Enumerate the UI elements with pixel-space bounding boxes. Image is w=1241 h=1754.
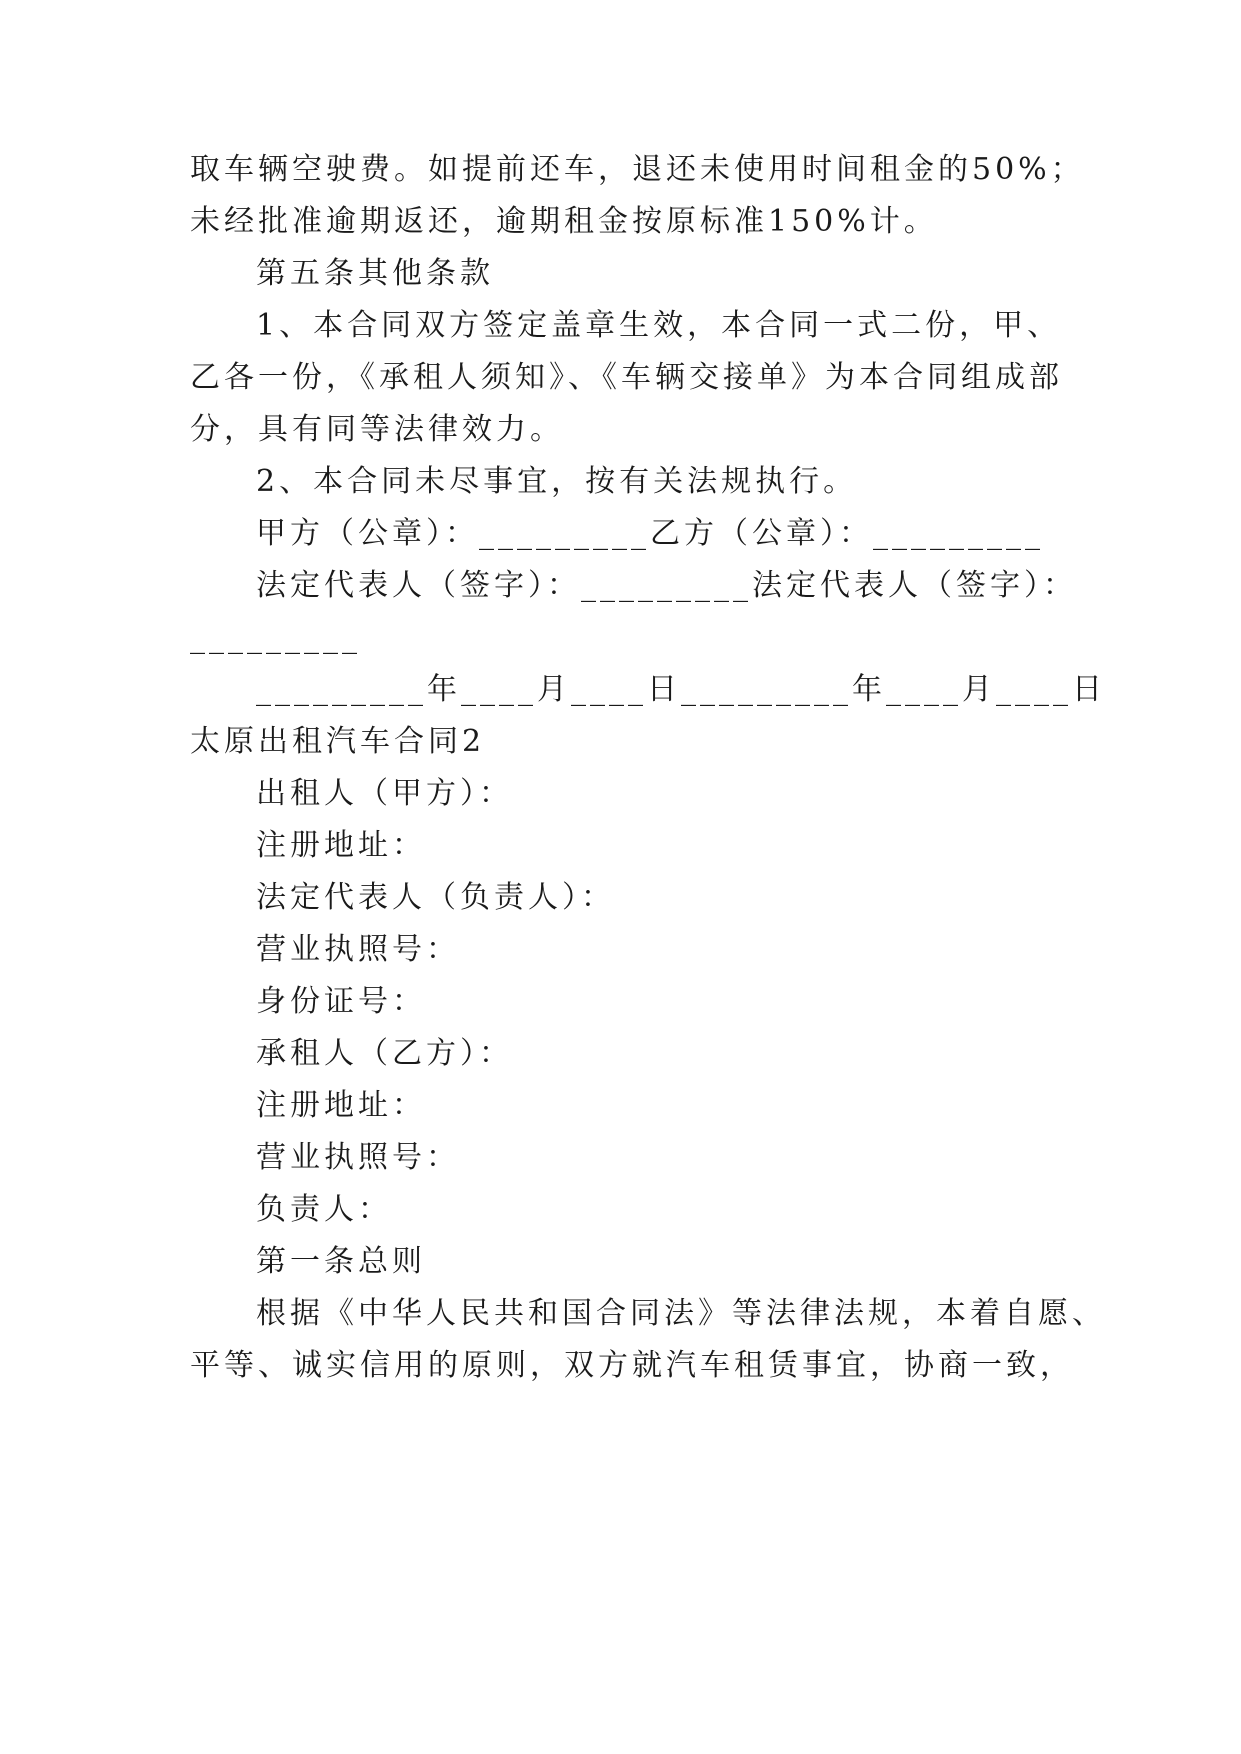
section-heading-5: 第五条其他条款: [256, 256, 494, 291]
business-license-label: 营业执照号：: [256, 932, 460, 967]
id-number-label: 身份证号：: [256, 984, 426, 1019]
lessor-label: 出租人（甲方）：: [256, 776, 513, 811]
text-line-1: 取车辆空驶费。如提前还车，退还未使用时间租金的50%；: [190, 152, 1085, 187]
legal-rep-label: 法定代表人（负责人）：: [256, 880, 615, 915]
seal-line: 甲方（公章）：_________乙方（公章）：_________: [256, 516, 1044, 551]
text-line-4: 1、本合同双方签定盖章生效，本合同一式二份，甲、: [256, 308, 1062, 343]
registered-address-label: 注册地址：: [256, 828, 426, 863]
text-line-24: 平等、诚实信用的原则，双方就汽车租赁事宜，协商一致，: [190, 1348, 1074, 1383]
text-line-2: 未经批准逾期返还，逾期租金按原标准150%计。: [190, 204, 938, 239]
lessee-license-label: 营业执照号：: [256, 1140, 460, 1175]
lessee-address-label: 注册地址：: [256, 1088, 426, 1123]
text-line-23: 根据《中华人民共和国合同法》等法律法规，本着自愿、: [256, 1296, 1106, 1331]
contract-title: 太原出租汽车合同2: [190, 724, 486, 759]
text-line-6: 分，具有同等法律效力。: [190, 412, 564, 447]
person-in-charge-label: 负责人：: [256, 1192, 392, 1227]
section-heading-1: 第一条总则: [256, 1244, 426, 1279]
date-line: _________年____月____日_________年____月____日: [256, 672, 1106, 707]
signature-line: 法定代表人（签字）：_________法定代表人（签字）：: [256, 568, 1077, 603]
signature-blank: _________: [190, 620, 361, 655]
lessee-label: 承租人（乙方）：: [256, 1036, 513, 1071]
text-line-5: 乙各一份，《承租人须知》、《车辆交接单》为本合同组成部: [190, 360, 1063, 395]
text-line-7: 2、本合同未尽事宜，按有关法规执行。: [256, 464, 858, 499]
